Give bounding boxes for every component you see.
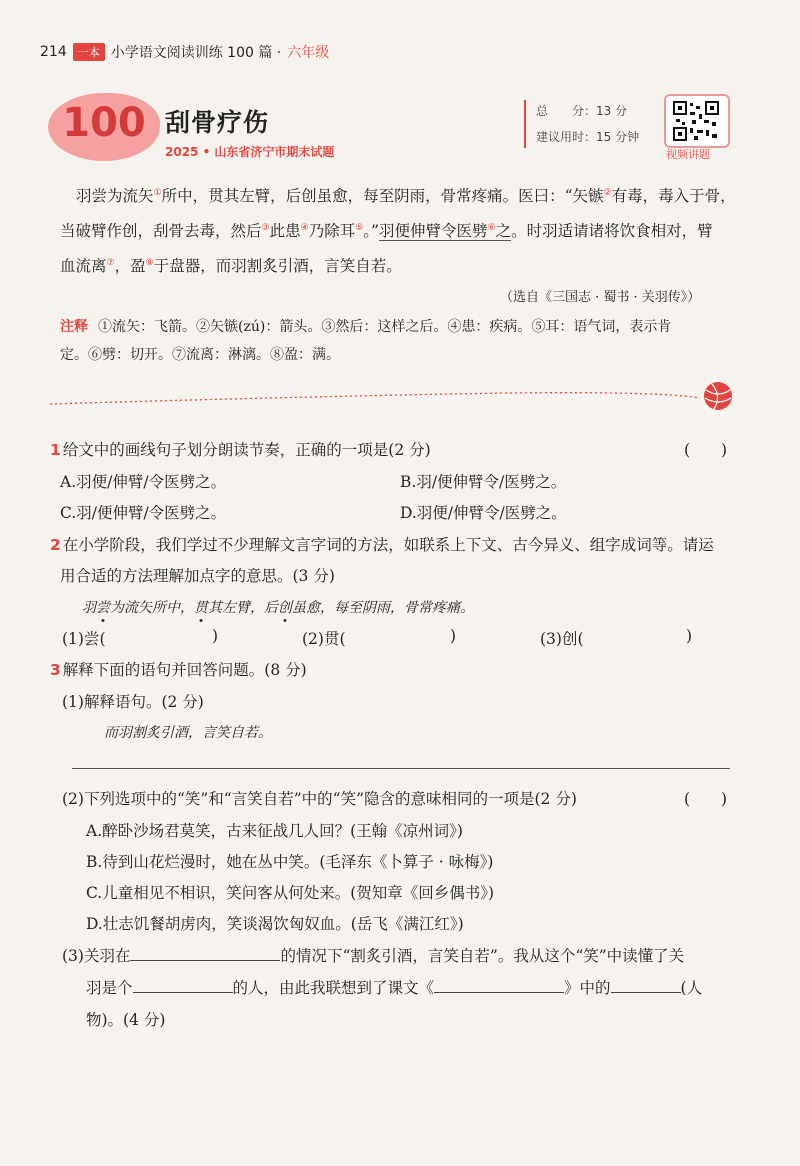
suggested-time: 建议用时：15 分钟 xyxy=(536,130,640,144)
q3-sub-1-quote: 而羽割炙引酒，言笑自若。 xyxy=(104,725,272,741)
notes-line-2: 定。⑥劈：切开。⑦流离：淋漓。⑧盈：满。 xyxy=(60,347,340,363)
q1-option-c[interactable]: C.羽/便伸臂/令医劈之。 xyxy=(60,504,227,522)
grade-label: 六年级 xyxy=(287,45,330,61)
qr-label: 视频讲题 xyxy=(666,148,710,161)
book-title: 小学语文阅读训练 100 篇 · xyxy=(110,45,282,61)
q2-sentence: 羽尝为流矢所中，贯其左臂，后创虽愈，每至阴雨，骨常疼痛。 xyxy=(82,600,474,616)
notes-line-1: 注释 ①流矢：飞箭。②矢镞(zú)：箭头。③然后：这样之后。④患：疾病。⑤耳：语气词，表示肯 xyxy=(60,319,672,335)
passage-citation: （选自《三国志 · 蜀书 · 关羽传》） xyxy=(500,290,701,305)
question-1: 1 给文中的画线句子划分朗读节奏，正确的一项是(2 分) xyxy=(50,441,431,459)
q3-sub-2: (2)下列选项中的“笑”和“言笑自若”中的“笑”隐含的意味相同的一项是(2 分) xyxy=(62,790,577,808)
q1-option-d[interactable]: D.羽便/伸臂令/医劈之。 xyxy=(400,504,567,522)
brand-badge: 一本 xyxy=(73,43,105,61)
q3-option-c[interactable]: C.儿童相见不相识，笑问客从何处来。(贺知章《回乡偶书》) xyxy=(86,884,495,902)
q3-sub-3-line-3: 物)。(4 分) xyxy=(86,1011,166,1029)
passage-line-1: 羽尝为流矢①所中，贯其左臂，后创虽愈，每至阴雨，骨常疼痛。医曰：“矢镞②有毒，毒入于骨， xyxy=(76,187,736,206)
passage-line-3: 血流离⑦，盈⑧于盘器，而羽割炙引酒，言笑自若。 xyxy=(60,257,402,276)
q2-item-2[interactable]: (2)贯( ) xyxy=(302,627,457,648)
passage-line-2: 当破臂作创，刮骨去毒，然后③此患④乃除耳⑤。”羽便伸臂令医劈⑥之。时羽适请诸将饮食相对，臂 xyxy=(60,222,713,241)
q3-option-b[interactable]: B.待到山花烂漫时，她在丛中笑。(毛泽东《卜算子 · 咏梅》) xyxy=(86,853,494,871)
section-divider xyxy=(50,376,740,416)
q1-answer-paren[interactable]: ( ) xyxy=(684,441,728,459)
question-3: 3 解释下面的语句并回答问题。(8 分) xyxy=(50,661,307,679)
underlined-sentence: 羽便伸臂令医劈⑥之 xyxy=(378,222,512,241)
fill-blank-situation[interactable] xyxy=(130,944,280,961)
page-number: 214 xyxy=(40,44,67,60)
q3-answer-line[interactable] xyxy=(72,768,730,769)
q2-item-1[interactable]: (1)尝( ) xyxy=(62,627,219,648)
yarn-ball-icon xyxy=(704,382,732,410)
lesson-title: 刮骨疗伤 xyxy=(165,108,270,137)
total-score: 总 分：13 分 xyxy=(536,104,628,118)
q3-sub-2-paren[interactable]: ( ) xyxy=(684,790,728,808)
q3-sub-3-line-2: 羽是个 的人，由此我联想到了课文《 》中的 (人 xyxy=(86,976,702,998)
question-2-line-2: 用合适的方法理解加点字的意思。(3 分) xyxy=(60,567,335,585)
fill-blank-text-title[interactable] xyxy=(434,976,564,993)
q3-sub-3-line-1: (3)关羽在 的情况下“割炙引酒，言笑自若”。我从这个“笑”中读懂了关 xyxy=(62,944,684,966)
question-2: 2 在小学阶段，我们学过不少理解文言字词的方法，如联系上下文、古今异义、组字成词等。请运 xyxy=(50,536,714,554)
q2-item-3[interactable]: (3)创( ) xyxy=(540,627,693,648)
running-header xyxy=(40,42,329,62)
q3-sub-1: (1)解释语句。(2 分) xyxy=(62,693,204,711)
lesson-source: 2025 • 山东省济宁市期末试题 xyxy=(165,145,335,159)
qr-code[interactable] xyxy=(664,94,730,148)
q3-option-a[interactable]: A.醉卧沙场君莫笑，古来征战几人回？(王翰《凉州词》) xyxy=(86,822,463,840)
q1-option-a[interactable]: A.羽便/伸臂/令医劈之。 xyxy=(60,473,227,491)
info-bar xyxy=(524,100,526,148)
fill-blank-character[interactable] xyxy=(133,976,233,993)
lesson-number: 100 xyxy=(62,100,146,146)
notes-label: 注释 xyxy=(60,319,88,335)
fill-blank-person[interactable] xyxy=(611,976,681,993)
q1-option-b[interactable]: B.羽/便伸臂令/医劈之。 xyxy=(400,473,567,491)
q3-option-d[interactable]: D.壮志饥餐胡虏肉，笑谈渴饮匈奴血。(岳飞《满江红》) xyxy=(86,915,464,933)
qr-icon xyxy=(672,100,720,142)
